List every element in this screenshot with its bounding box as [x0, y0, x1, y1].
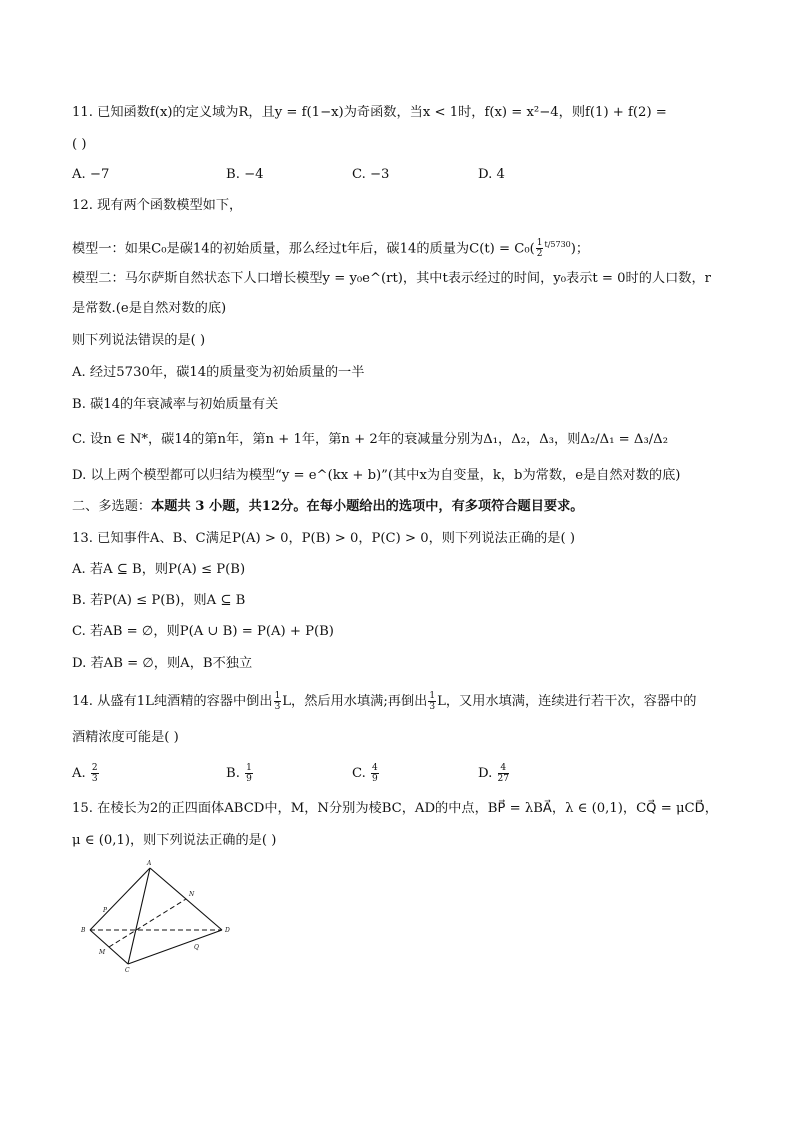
q11-paren: ( )	[72, 137, 87, 152]
q11-options	[72, 166, 722, 186]
q14-stem-part3: L，又用水填满，连续进行若干次，容器中的	[437, 694, 697, 709]
label-N: N	[189, 891, 195, 898]
segment-MN-hidden	[109, 899, 186, 947]
q14-option-b: B. $\frac{1}{9}$	[226, 763, 252, 784]
section2-prefix: 二、多选题：	[72, 499, 152, 514]
q14-stem-part1: 14. 从盛有1L纯酒精的容器中倒出	[72, 694, 273, 709]
label-M: M	[99, 949, 106, 956]
q12-stem: 12. 现有两个函数模型如下，	[72, 198, 243, 213]
q12-model2-line2: 是常数.(e是自然对数的底)	[72, 301, 227, 316]
q12-ask: 则下列说法错误的是( )	[72, 333, 206, 348]
q14-options	[72, 763, 722, 783]
q12-model2-line1: 模型二：马尔萨斯自然状态下人口增长模型y = y₀e^(rt)，其中t表示经过的时间，y₀表示t = 0时的人口数，r	[72, 271, 711, 286]
q12-model1	[72, 236, 734, 259]
section2-text: 本题共 3 小题，共12分。在每小题给出的选项中，有多项符合题目要求。	[151, 499, 584, 514]
q11-stem: 11. 已知函数f(x)的定义域为R，且y = f(1−x)为奇函数，当x < 1时，f(x) = x²−4，则f(1) + f(2) =	[72, 105, 667, 120]
q11-option-b: B. −4	[226, 167, 264, 182]
edge-AB	[90, 868, 150, 930]
edge-AC	[128, 868, 150, 964]
q14-option-c: C. $\frac{4}{9}$	[352, 763, 378, 784]
q14-stem-line2: 酒精浓度可能是( )	[72, 730, 179, 745]
q12-option-d: D. 以上两个模型都可以归结为模型“y = e^(kx + b)”(其中x为自变量，k，b为常数，e是自然对数的底)	[72, 468, 681, 483]
edge-CD	[128, 930, 222, 964]
q14-stem-part2: L，然后用水填满;再倒出	[282, 694, 428, 709]
q13-option-b: B. 若P(A) ≤ P(B)，则A ⊆ B	[72, 593, 246, 608]
q14-option-d: D. $\frac{4}{27}$	[478, 763, 509, 784]
q12-option-b: B. 碳14的年衰减率与初始质量有关	[72, 397, 279, 412]
model1-fraction: $\frac{1}{2}$	[536, 238, 543, 260]
q14-fraction-2: $\frac{1}{3}$	[429, 691, 436, 712]
q12-option-a: A. 经过5730年，碳14的质量变为初始质量的一半	[72, 365, 365, 380]
q11-option-d: D. 4	[478, 167, 505, 182]
q13-option-d: D. 若AB = ∅，则A，B不独立	[72, 656, 253, 671]
tetrahedron-figure	[72, 858, 252, 978]
q15-line2: μ ∈ (0,1)，则下列说法正确的是( )	[72, 833, 277, 848]
model1-suffix: )；	[570, 241, 590, 257]
label-Q: Q	[194, 944, 199, 951]
q14-fraction-1: $\frac{1}{3}$	[274, 691, 281, 712]
label-B: B	[81, 927, 86, 934]
label-C: C	[125, 967, 130, 974]
q14-stem	[72, 691, 734, 712]
label-P: P	[103, 907, 108, 914]
model1-prefix: 模型一：如果C₀是碳14的初始质量，那么经过t年后，碳14的质量为C(t) = C₀(	[72, 241, 535, 257]
section2-heading	[72, 498, 734, 516]
label-A: A	[147, 860, 152, 867]
label-D: D	[225, 927, 230, 934]
q11-option-c: C. −3	[352, 167, 390, 182]
q13-stem: 13. 已知事件A、B、C满足P(A) > 0，P(B) > 0，P(C) > 0，则下列说法正确的是( )	[72, 531, 575, 546]
q11-option-a: A. −7	[72, 167, 110, 182]
q14-option-a: A. $\frac{2}{3}$	[72, 763, 98, 784]
q13-option-a: A. 若A ⊆ B，则P(A) ≤ P(B)	[72, 562, 246, 577]
q15-line1: 15. 在棱长为2的正四面体ABCD中，M，N分别为棱BC，AD的中点，BP⃗ = λBA⃗，λ ∈ (0,1)，CQ⃗ = μCD⃗，	[72, 801, 718, 816]
model1-exponent: t/5730	[544, 240, 571, 249]
q12-option-c: C. 设n ∈ N*，碳14的第n年，第n + 1年，第n + 2年的衰减量分别为Δ₁，Δ₂，Δ₃，则Δ₂/Δ₁ = Δ₃/Δ₂	[72, 432, 668, 447]
q13-option-c: C. 若AB = ∅，则P(A ∪ B) = P(A) + P(B)	[72, 624, 334, 639]
